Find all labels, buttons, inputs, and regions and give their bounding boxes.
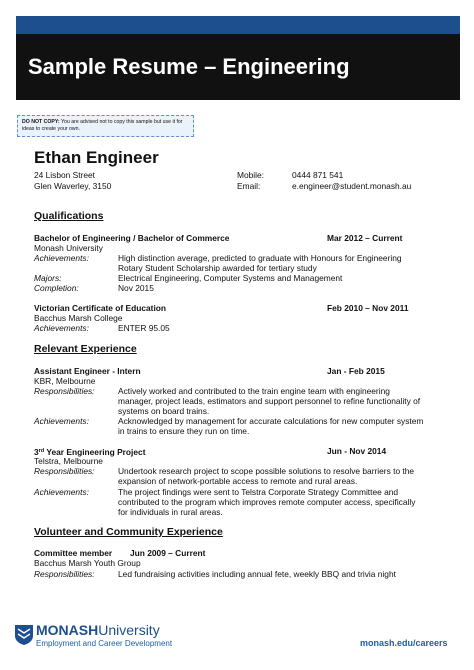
experience-2-title-superscript: rd: [38, 448, 45, 454]
volunteer-1-org: Bacchus Marsh Youth Group: [34, 558, 141, 568]
qualification-2-dates: Feb 2010 – Nov 2011: [327, 303, 409, 313]
person-name: Ethan Engineer: [34, 148, 159, 167]
volunteer-1-dates: Jun 2009 – Current: [130, 548, 206, 558]
qualification-2-achievements-label: Achievements:: [34, 323, 89, 333]
careers-link[interactable]: monash.edu/careers: [360, 638, 448, 648]
qualification-2-institution: Bacchus Marsh College: [34, 313, 123, 323]
experience-2-achievements-label: Achievements:: [34, 487, 89, 497]
email-value: e.engineer@student.monash.au: [292, 181, 412, 191]
experience-heading: Relevant Experience: [34, 343, 137, 355]
monash-crest-icon: [14, 624, 34, 646]
qualification-1-completion-label: Completion:: [34, 283, 79, 293]
experience-2-org: Telstra, Melbourne: [34, 456, 103, 466]
qualification-2-title: Victorian Certificate of Education: [34, 303, 167, 313]
qualification-1-dates: Mar 2012 – Current: [327, 233, 403, 243]
experience-1-title: Assistant Engineer - Intern: [34, 366, 141, 376]
logo-tagline: Employment and Career Development: [36, 639, 173, 648]
monash-wordmark: [36, 622, 160, 638]
experience-1-ach-1: Acknowledged by management for accurate calculations for new computer system: [118, 416, 424, 426]
volunteer-1-responsibilities-label: Responsibilities:: [34, 569, 95, 579]
mobile-value: 0444 871 541: [292, 170, 344, 180]
do-not-copy-notice: [17, 115, 194, 137]
page-title: Sample Resume – Engineering: [28, 54, 350, 79]
experience-1-resp-3: systems on board trains.: [118, 406, 210, 416]
qualification-1-completion: Nov 2015: [118, 283, 154, 293]
experience-1-achievements-label: Achievements:: [34, 416, 89, 426]
experience-1-org: KBR, Melbourne: [34, 376, 96, 386]
notice-text: You are advised not to copy this sample but use it for ideas to create your own.: [22, 119, 183, 132]
experience-2-ach-3: for individuals in rural areas.: [118, 507, 223, 517]
qualification-1-achievement-2: Rotary Student Scholarship awarded for tertiary study: [118, 263, 317, 273]
top-accent-bar: [16, 16, 460, 34]
experience-2-title-number: 3: [34, 447, 39, 457]
qualification-1-institution: Monash University: [34, 243, 103, 253]
experience-2-ach-1: The project findings were sent to Telstra Corporate Strategy Committee and: [118, 487, 399, 497]
experience-2-title-rest: Year Engineering Project: [44, 447, 146, 457]
experience-1-resp-2: manager, project leads, estimators and support personnel to refine functionality of: [118, 396, 421, 406]
qualification-1-majors-label: Majors:: [34, 273, 62, 283]
volunteer-1-resp: Led fundraising activities including annual fete, weekly BBQ and trivia night: [118, 569, 396, 579]
address-line-1: 24 Lisbon Street: [34, 170, 95, 180]
experience-2-ach-2: contributed to the program which improves remote computer access, specifically: [118, 497, 416, 507]
qualification-1-title: Bachelor of Engineering / Bachelor of Commerce: [34, 233, 230, 243]
experience-2-resp-1: Undertook research project to scope possible solutions to resolve barriers to the: [118, 466, 415, 476]
experience-1-resp-1: Actively worked and contributed to the train engine team with engineering: [118, 386, 390, 396]
mobile-label: Mobile:: [237, 170, 264, 180]
experience-2-responsibilities-label: Responsibilities:: [34, 466, 95, 476]
qualification-2-achievement: ENTER 95.05: [118, 323, 170, 333]
qualifications-heading: Qualifications: [34, 210, 104, 222]
experience-1-responsibilities-label: Responsibilities:: [34, 386, 95, 396]
qualification-1-achievement-1: High distinction average, predicted to graduate with Honours for Engineering: [118, 253, 402, 263]
email-label: Email:: [237, 181, 261, 191]
experience-2-resp-2: expansion of network-portable access to remote and rural areas.: [118, 476, 358, 486]
qualification-1-achievements-label: Achievements:: [34, 253, 89, 263]
experience-1-ach-2: in trains to ensure they run on time.: [118, 426, 250, 436]
volunteer-heading: Volunteer and Community Experience: [34, 526, 223, 538]
experience-2-dates: Jun - Nov 2014: [327, 446, 387, 456]
qualification-1-majors: Electrical Engineering, Computer Systems and Management: [118, 273, 343, 283]
logo-main-text: MONASH: [36, 622, 99, 638]
address-line-2: Glen Waverley, 3150: [34, 181, 112, 191]
logo-sub-text: University: [98, 622, 160, 638]
volunteer-1-title: Committee member: [34, 548, 113, 558]
experience-1-dates: Jan - Feb 2015: [327, 366, 385, 376]
notice-label: DO NOT COPY:: [22, 119, 60, 125]
